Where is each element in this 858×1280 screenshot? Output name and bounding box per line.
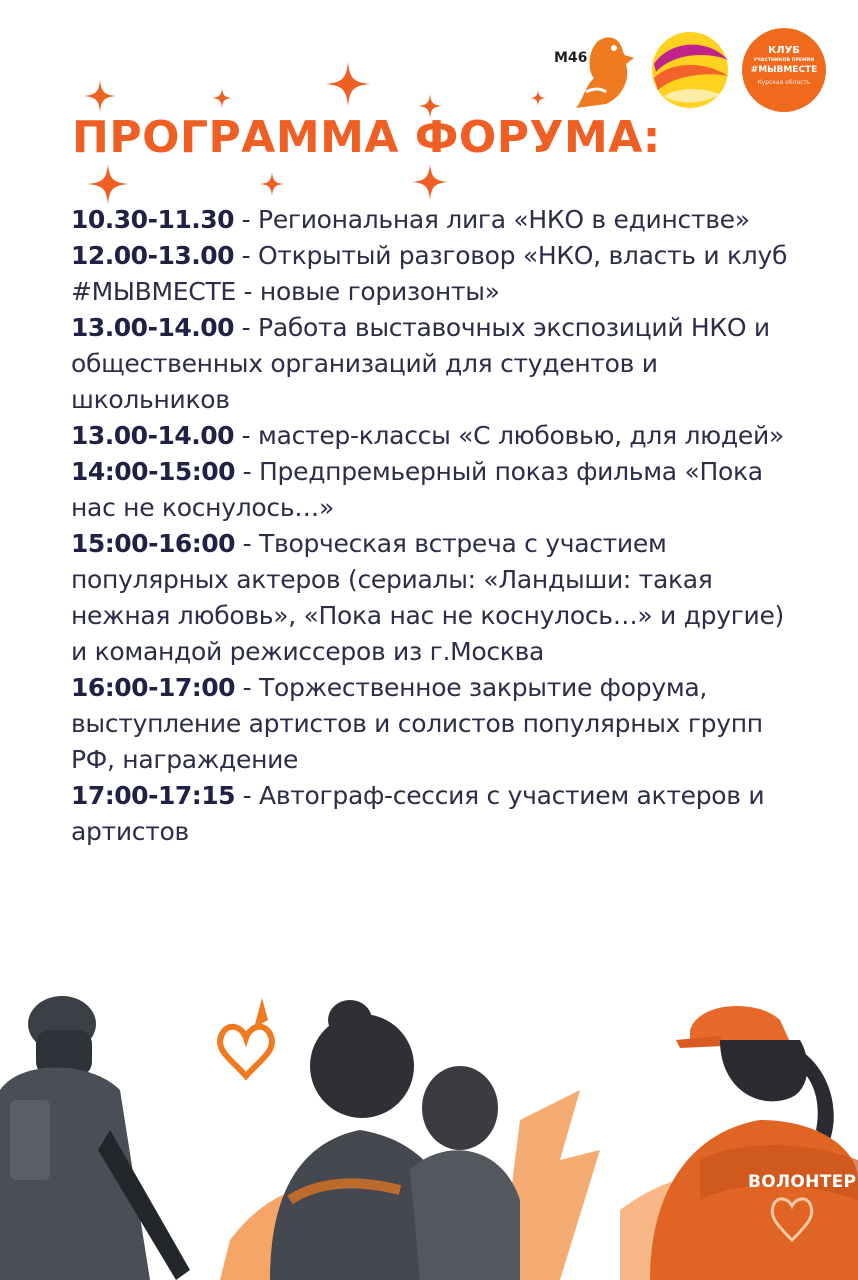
- schedule-time: 12.00-13.00: [71, 241, 235, 270]
- schedule-time: 14:00-15:00: [71, 457, 236, 486]
- schedule-text: - Открытый разговор «НКО, власть и клуб #МЫВМЕСТЕ - новые горизонты»: [71, 241, 788, 306]
- page-title: ПРОГРАММА ФОРУМА:: [72, 112, 661, 163]
- sparkle-icon: [88, 164, 128, 204]
- schedule-list: [71, 202, 801, 850]
- schedule-text: - мастер-классы «С любовью, для людей»: [234, 421, 784, 450]
- schedule-text: - Автограф-сессия с участием актеров и артистов: [71, 781, 765, 846]
- sparkle-icon: [530, 90, 546, 106]
- schedule-item: [71, 418, 801, 454]
- bird-icon: [576, 37, 634, 108]
- club-logo-line1: КЛУБ: [768, 45, 800, 56]
- bottom-illustration: [0, 980, 858, 1280]
- schedule-item: [71, 238, 801, 310]
- sparkle-stars-decoration: [0, 0, 560, 210]
- schedule-time: 16:00-17:00: [71, 673, 236, 702]
- m46-text: М46: [554, 50, 588, 66]
- schedule-time: 13.00-14.00: [71, 421, 235, 450]
- sparkle-icon: [84, 80, 116, 112]
- schedule-item: [71, 310, 801, 418]
- schedule-time: 10.30-11.30: [71, 205, 235, 234]
- heart-icon: [220, 1027, 272, 1076]
- soldier-figure: [0, 996, 190, 1280]
- schedule-item: [71, 454, 801, 526]
- rings-logo-icon: [650, 30, 730, 110]
- schedule-item: [71, 670, 801, 778]
- club-logo-line4: Курская область: [757, 79, 811, 86]
- schedule-item: [71, 526, 801, 670]
- sparkle-icon: [212, 88, 232, 108]
- schedule-time: 15:00-16:00: [71, 529, 236, 558]
- schedule-time: 17:00-17:15: [71, 781, 236, 810]
- schedule-text: - Предпремьерный показ фильма «Пока нас не коснулось…»: [71, 457, 763, 522]
- club-logo-line3: #МЫВМЕСТЕ: [750, 65, 818, 75]
- sparkle-icon: [260, 172, 284, 196]
- schedule-text: - Торжественное закрытие форума, выступление артистов и солистов популярных групп РФ, награждение: [71, 673, 763, 774]
- club-logo: [742, 28, 826, 112]
- m46-logo: [554, 32, 640, 112]
- schedule-text: - Творческая встреча с участием популярных актеров (сериалы: «Ландыши: такая нежная любовь», «Пока нас не коснулось…» и другие) и командой режиссеров из г.Москва: [71, 529, 785, 666]
- schedule-item: [71, 202, 801, 238]
- logo-group: [554, 28, 844, 120]
- sparkle-icon: [412, 164, 448, 200]
- volunteer-jacket-label: ВОЛОНТЕР: [748, 1172, 857, 1192]
- sparkle-icon: [326, 62, 370, 106]
- schedule-item: [71, 778, 801, 850]
- club-logo-line2: УЧАСТНИКОВ ПРЕМИИ: [753, 58, 815, 63]
- schedule-text: - Региональная лига «НКО в единстве»: [234, 205, 750, 234]
- mother-child-figure: [270, 1000, 520, 1280]
- schedule-text: - Работа выставочных экспозиций НКО и общественных организаций для студентов и школьников: [71, 313, 770, 414]
- volunteer-figure: [650, 1006, 858, 1280]
- schedule-time: 13.00-14.00: [71, 313, 235, 342]
